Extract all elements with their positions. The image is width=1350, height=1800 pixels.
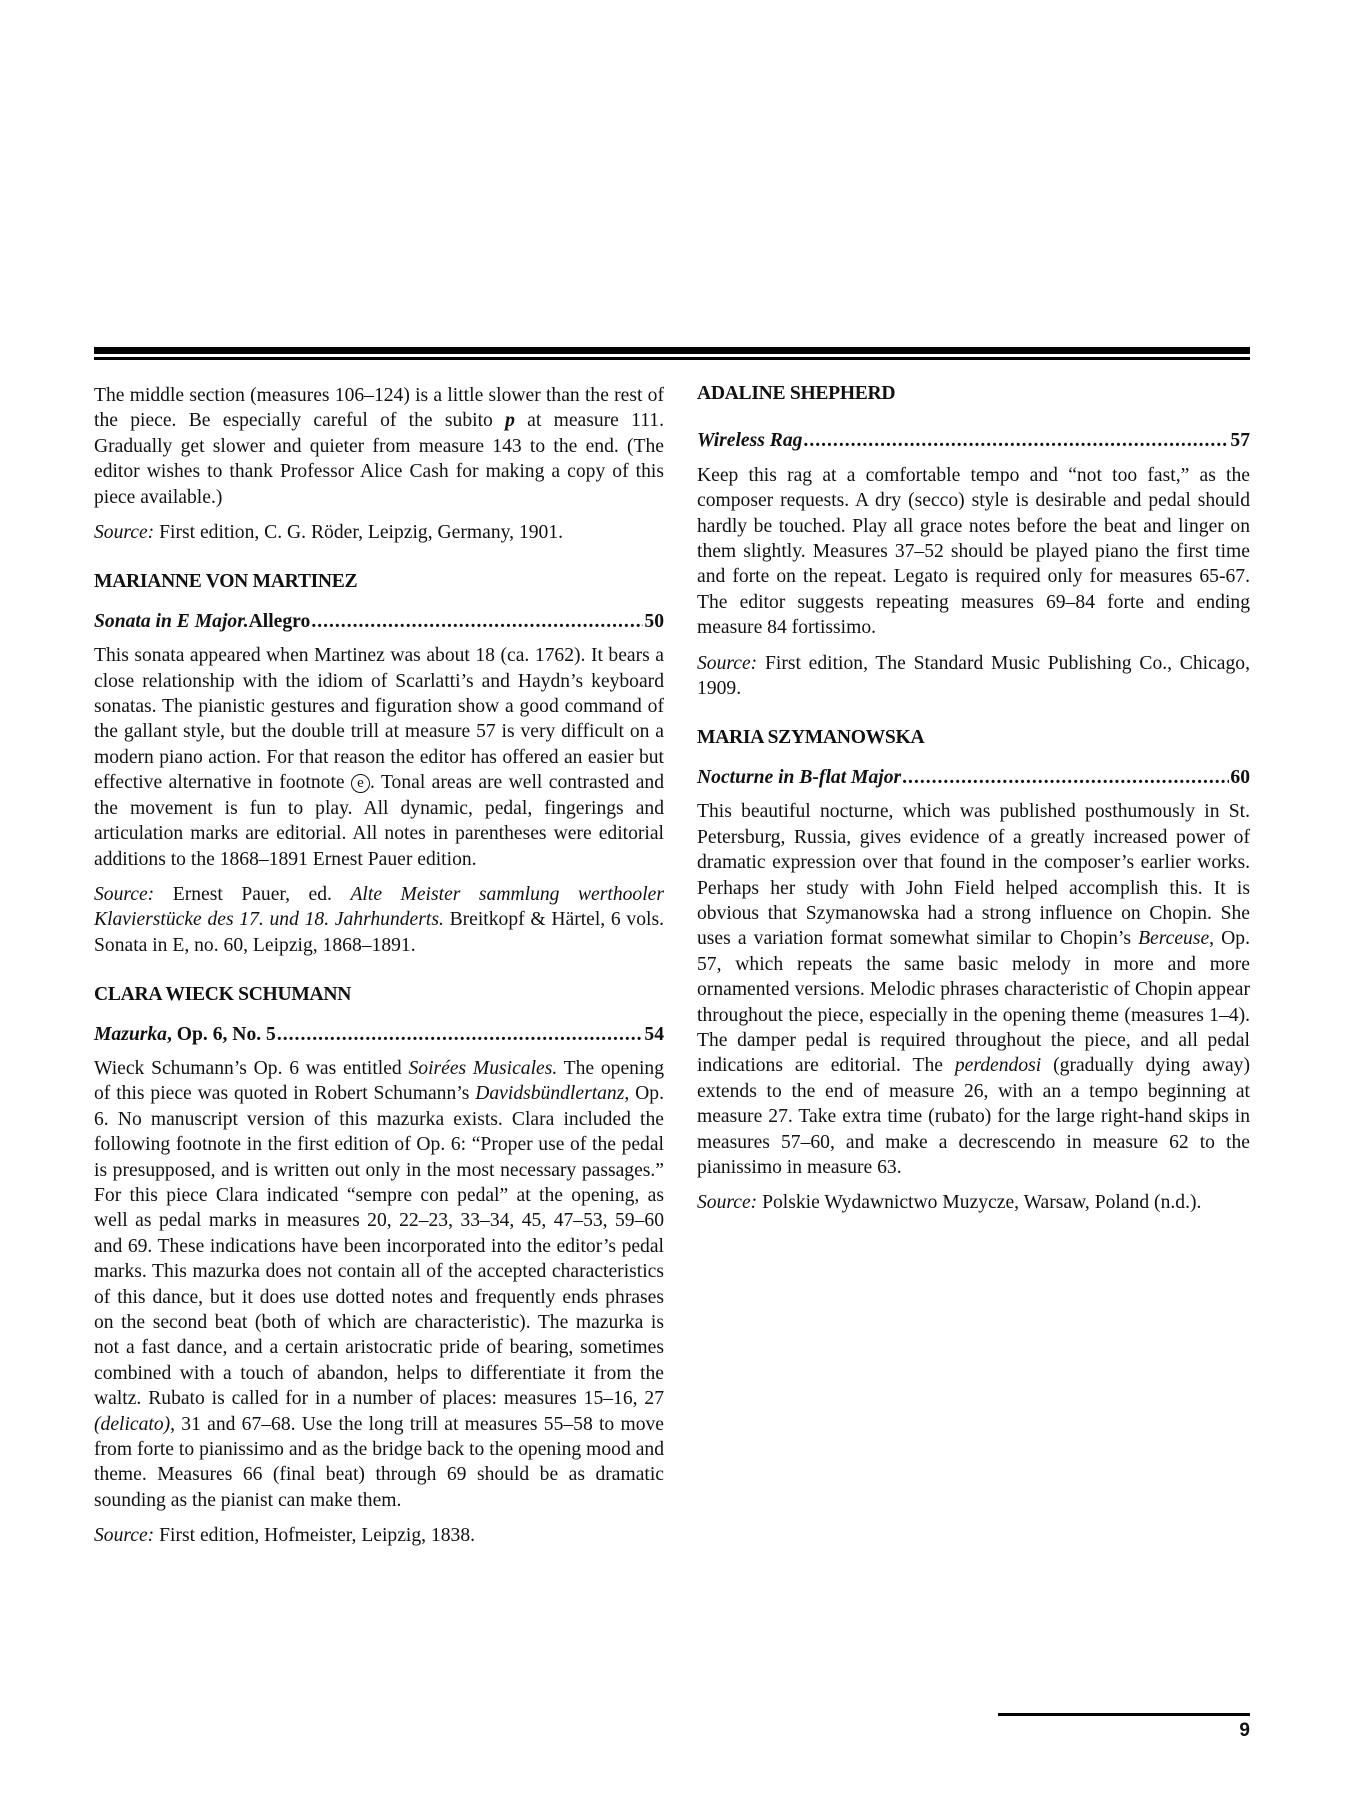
dot-leader: [803, 428, 1229, 453]
page-number: 9: [1239, 1720, 1250, 1741]
section-szymanowska: [697, 725, 1250, 1215]
source-label: Source:: [94, 1525, 155, 1547]
commentary-paragraph: This sonata appeared when Martinez was about 18 (ca. 1762). It bears a close relationship with the idiom of Scarlatti’s and Haydn’s keyboard sonatas. The pianistic gestures and figuration show a good command of the gallant style, but the double trill at measure 57 is very difficult on a modern piano action. For that reason the editor has offered an easier but effective alternative in footnote e . Tonal areas are well contrasted and the movement is fun to play. All dynamic, pedal, fingerings and articulation marks are editorial. All notes in parentheses were editorial additions to the 1868–1891 Ernest Pauer edition.: [94, 645, 664, 870]
composer-heading: MARIANNE VON MARTINEZ: [94, 571, 358, 593]
dot-leader: [277, 1022, 644, 1047]
composer-heading: CLARA WIECK SCHUMANN: [94, 984, 352, 1006]
dynamic-marking-piano: p: [505, 410, 515, 432]
commentary-paragraph: Wieck Schumann’s Op. 6 was entitled Soirées Musicales. The opening of this piece was quoted in Robert Schumann’s Davidsbündlertanz, Op. 6. No manuscript version of this mazurka exists. Clara included the following footnote in the first edition of Op. 6: “Proper use of the pedal is presupposed, and is written out only in the most necessary passages.” For this piece Clara indicated “sempre con pedal” at the opening, as well as pedal marks in measures 20, 22–23, 33–34, 45, 47–53, 59–60 and 69. These indications have been incorporated into the editor’s pedal marks. This mazurka does not contain all of the accepted characteristics of this dance, but it does use dotted notes and frequently ends phrases on the second beat (both of which are characteristic). The mazurka is not a fast dance, and a certain aristocratic pride of bearing, sometimes combined with a touch of abandon, helps to differentiate it from the waltz. Rubato is called for in a number of places: measures 15–16, 27 (delicato), 31 and 67–68. Use the long trill at measures 55–58 to move from forte to pianissimo and as the bridge back to the opening mood and theme. Measures 66 (final beat) through 69 should be as dramatic sounding as the pianist can make them.: [94, 1057, 664, 1511]
piece-page-number: 50: [644, 610, 664, 632]
composer-heading: ADALINE SHEPHERD: [697, 383, 896, 404]
piece-title: Wireless Rag: [697, 430, 803, 452]
piece-entry: [94, 1022, 664, 1047]
section-schumann: [94, 982, 664, 1549]
dot-leader: [311, 609, 643, 634]
section-continued-intro: [94, 383, 664, 545]
piece-entry: [94, 609, 664, 634]
commentary-paragraph: Keep this rag at a comfortable tempo and “not too fast,” as the composer requests. A dry (secco) style is desirable and pedal should hardly be touched. Play all grace notes before the beat and linger on them slightly. Measures 37–52 should be played piano the first time and forte on the repeat. Legato is required only for measures 65-67. The editor suggests repeating measures 69–84 forte and ending measure 84 fortissimo.: [697, 464, 1250, 639]
footer-rule: [998, 1713, 1250, 1716]
left-column: [94, 383, 664, 1573]
piece-entry: [697, 765, 1250, 790]
source-citation: Source: First edition, Hofmeister, Leipzig, 1838.: [94, 1525, 476, 1547]
header-double-rule: [94, 347, 1250, 360]
header-rule-thin: [94, 357, 1250, 360]
piece-title: Mazurka: [94, 1023, 167, 1045]
source-citation: Source: Polskie Wydawnictwo Muzycze, Warsaw, Poland (n.d.).: [697, 1192, 1202, 1214]
source-label: Source:: [697, 652, 758, 674]
dot-leader: [902, 765, 1229, 790]
source-label: Source:: [697, 1192, 758, 1214]
source-citation: Source: Ernest Pauer, ed. Alte Meister sammlung werthooler Klavierstücke des 17. und 18. Jahrhunderts. Breitkopf & Härtel, 6 vols. Sonata in E, no. 60, Leipzig, 1868–1891.: [94, 883, 664, 956]
composer-heading: MARIA SZYMANOWSKA: [697, 727, 925, 749]
piece-entry: [697, 428, 1250, 453]
commentary-paragraph: This beautiful nocturne, which was published posthumously in St. Petersburg, Russia, gives evidence of a greatly increased power of dramatic expression over that found in the composer’s earlier works. Perhaps her study with John Field helped accomplish this. It is obvious that Szymanowska had a strong influence on Chopin. She uses a variation format somewhat similar to Chopin’s Berceuse, Op. 57, which repeats the same basic melody in more and more ornamented versions. Melodic phrases characteristic of Chopin appear throughout the piece, especially in the opening theme (measures 1–4). The damper pedal is required throughout the piece, and all pedal indications are editorial. The perdendosi (gradually dying away) extends to the end of measure 26, with an a tempo beginning at measure 27. Take extra time (rubato) for the large right-hand skips in measures 57–60, and make a decrescendo in measure 62 to the pianissimo in measure 63.: [697, 801, 1250, 1178]
piece-title: Sonata in E Major.: [94, 610, 249, 632]
right-column: [697, 381, 1250, 1240]
piece-page-number: 54: [644, 1023, 664, 1045]
section-shepherd: [697, 381, 1250, 701]
piece-opus: , Op. 6, No. 5: [166, 1023, 276, 1045]
source-title: Alte Meister sammlung werthooler Klavierstücke des 17. und 18. Jahrhunderts.: [94, 883, 664, 931]
piece-page-number: 57: [1230, 430, 1250, 452]
intro-paragraph: The middle section (measures 106–124) is a little slower than the rest of the piece. Be especially careful of the subito p at measure 111. Gradually get slower and quieter from measure 143 to the end. (The editor wishes to thank Professor Alice Cash for making a copy of this piece available.): [94, 385, 664, 508]
piece-movement: Allegro: [248, 610, 311, 632]
source-label: Source:: [94, 522, 155, 544]
header-rule-thick: [94, 347, 1250, 354]
section-martinez: [94, 569, 664, 958]
footnote-circled-marker: e: [351, 774, 370, 793]
piece-title: Nocturne in B-flat Major: [697, 766, 902, 788]
source-citation: Source: First edition, C. G. Röder, Leipzig, Germany, 1901.: [94, 522, 564, 544]
piece-page-number: 60: [1230, 766, 1250, 788]
source-citation: Source: First edition, The Standard Music Publishing Co., Chicago, 1909.: [697, 652, 1250, 700]
source-label: Source:: [94, 883, 155, 905]
